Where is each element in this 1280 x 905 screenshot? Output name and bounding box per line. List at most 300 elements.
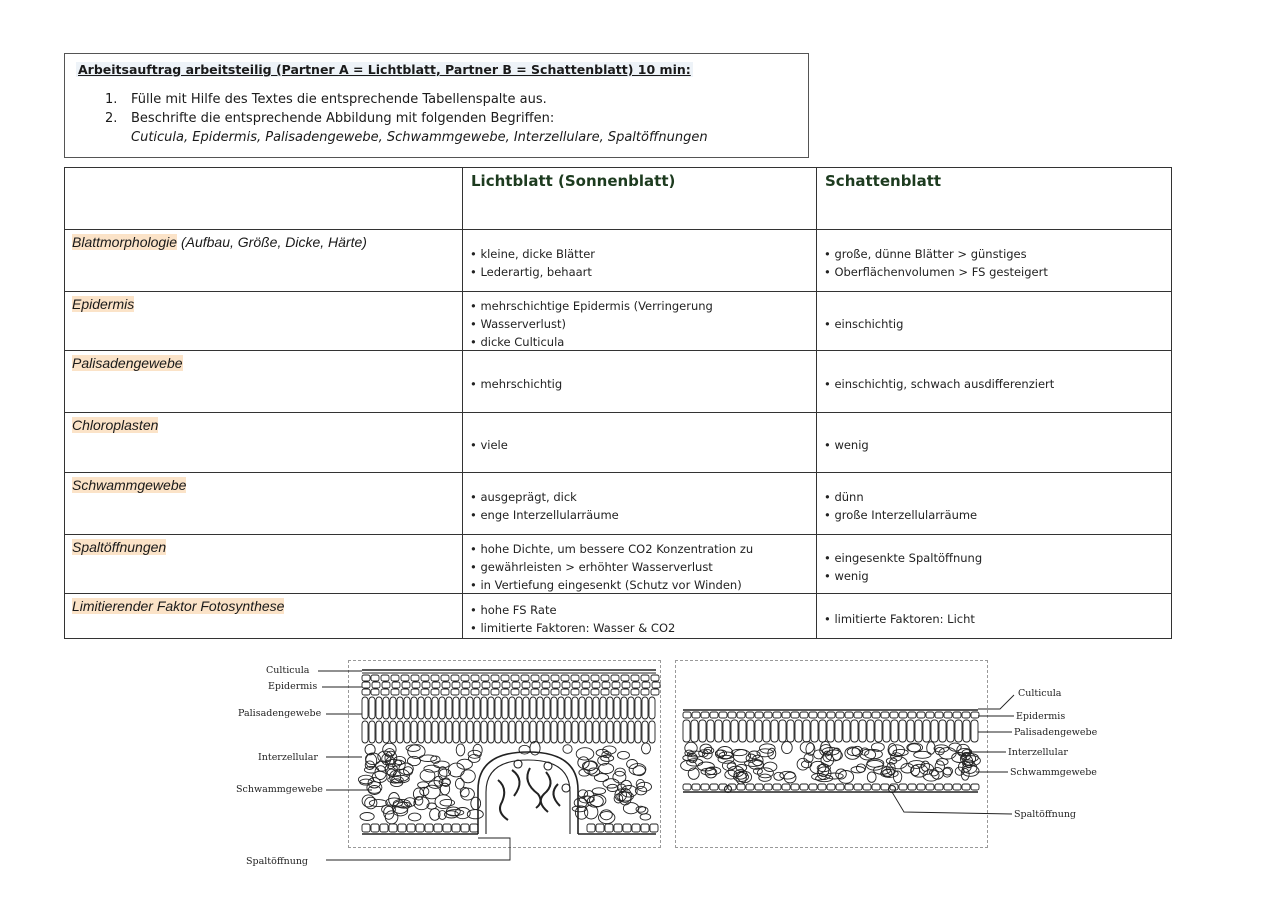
- sun-palisade-cell: [453, 697, 459, 719]
- sun-leaf-cell: [463, 230, 817, 292]
- shade-lower-epidermis-cell: [800, 784, 808, 790]
- shade-spongy-cell: [955, 767, 964, 775]
- shade-spongy-cell: [935, 747, 944, 754]
- sun-stoma-leader: [326, 838, 510, 860]
- sun-leaf-frame: [348, 660, 661, 848]
- sun-palisade-cell: [446, 721, 452, 743]
- note-line: • ausgeprägt, dick: [470, 488, 619, 506]
- note-line: • mehrschichtig: [470, 375, 562, 393]
- sun-spongy-cell: [588, 768, 600, 776]
- shade-lower-epidermis-cell: [971, 784, 979, 790]
- sun-palisade-cell: [383, 721, 389, 743]
- shade-lower-epidermis-cell: [845, 784, 853, 790]
- sun-spongy-cell: [365, 761, 374, 770]
- note-line: • dicke Culticula: [470, 333, 713, 351]
- sun-palisade-cell: [628, 721, 634, 743]
- row-label: Chloroplasten: [72, 417, 159, 433]
- shade-spongy-cell: [883, 769, 892, 777]
- sun-spongy-cell: [446, 807, 460, 816]
- sun-palisade-cell: [404, 697, 410, 719]
- sun-spongy-cell: [599, 763, 614, 773]
- shade-palisade-cell: [859, 720, 866, 742]
- sun-spongy-cell: [386, 757, 395, 769]
- sun-epidermis-cell: [452, 682, 460, 688]
- shade-palisade-cell: [763, 720, 770, 742]
- sun-lower-epidermis-cell: [389, 824, 397, 832]
- sun-epidermis-cell: [561, 675, 569, 681]
- sun-palisade-cell: [544, 721, 550, 743]
- sun-spongy-cell: [392, 775, 410, 783]
- shade-leaf-cell: [817, 351, 1172, 413]
- sun-epidermis-cell: [401, 689, 409, 695]
- shade-spongy-cell: [935, 761, 944, 772]
- shade-spongy-cell: [821, 754, 834, 767]
- sun-epidermis-cell: [382, 682, 390, 688]
- sun-epidermis-cell: [432, 682, 440, 688]
- sun-epidermis-cell: [402, 682, 410, 688]
- cell-notes: [824, 245, 1048, 281]
- sun-epidermis-cell: [401, 675, 409, 681]
- shade-lower-epidermis-cell: [809, 784, 817, 790]
- shade-spongy-cell: [861, 748, 869, 755]
- sun-spongy-cell: [615, 789, 627, 801]
- cell-notes: [824, 610, 975, 628]
- shade-spongy-cell: [832, 748, 841, 760]
- shade-spongy-cell: [760, 744, 776, 753]
- sun-epidermis-cell: [541, 675, 549, 681]
- sun-epidermis-cell: [591, 689, 599, 695]
- shade-spongy-cell: [725, 770, 737, 779]
- sun-spongy-cell: [592, 788, 605, 794]
- table-row: [65, 230, 1172, 292]
- sun-spongy-cell: [460, 787, 469, 797]
- sun-spongy-cell: [585, 805, 598, 819]
- sun-spongy-cell: [623, 803, 638, 814]
- note-line: • hohe Dichte, um bessere CO2 Konzentration zu: [470, 540, 753, 558]
- shade-palisade-cell: [843, 720, 850, 742]
- sun-palisade-cell: [579, 697, 585, 719]
- sun-epidermis-cell: [462, 682, 470, 688]
- sun-spongy-cell: [455, 808, 470, 819]
- note-line: • Oberflächenvolumen > FS gesteigert: [824, 263, 1048, 281]
- sun-spongy-cell: [434, 761, 449, 768]
- sun-spongy-cell: [618, 751, 630, 759]
- sun-lower-epidermis-cell: [434, 824, 442, 832]
- shade-spongy-cell: [886, 758, 897, 764]
- shade-spongy-cell: [683, 755, 698, 761]
- sun-epidermis-cell: [541, 689, 549, 695]
- shade-spongy-cell: [801, 761, 811, 768]
- sun-palisade-cell: [390, 721, 396, 743]
- shade-spongy-cell: [820, 745, 833, 756]
- sun-spongy-cell: [578, 757, 589, 769]
- shade-spongy-cell: [817, 767, 831, 780]
- sun-spongy-cell: [438, 767, 447, 780]
- cell-notes: [824, 436, 869, 454]
- shade-epidermis-cell: [791, 712, 799, 718]
- shade-palisade-cell: [755, 720, 762, 742]
- shade-spongy-cell: [960, 753, 975, 765]
- sun-spongy-cell: [366, 754, 377, 768]
- sun-epidermis-cell: [442, 682, 450, 688]
- note-line: • gewährleisten > erhöhter Wasserverlust: [470, 558, 753, 576]
- sun-palisade-cell: [516, 721, 522, 743]
- note-line: • kleine, dicke Blätter: [470, 245, 595, 263]
- table-row: [65, 473, 1172, 535]
- sun-spongy-cell: [590, 795, 606, 807]
- shade-epidermis-cell: [728, 712, 736, 718]
- shade-lower-epidermis-cell: [953, 784, 961, 790]
- shade-spongy-cell: [962, 753, 971, 760]
- sun-spongy-cell: [424, 765, 440, 772]
- table-row: [65, 594, 1172, 639]
- shade-palisade-cell: [875, 720, 882, 742]
- sun-lower-epidermis-cell: [452, 824, 460, 832]
- shade-leaf-frame: [675, 660, 988, 848]
- shade-lower-epidermis-cell: [692, 784, 700, 790]
- cell-notes: [824, 549, 982, 585]
- sun-label-intercellular: Interzellular: [258, 752, 318, 763]
- shade-epidermis-cell: [836, 712, 844, 718]
- sun-palisade-cell: [586, 721, 592, 743]
- sun-epidermis-cell: [591, 675, 599, 681]
- sun-palisade-cell: [362, 721, 368, 743]
- sun-stomatal-crypt-inner: [486, 760, 570, 834]
- task-list: [105, 90, 708, 147]
- note-line: • wenig: [824, 567, 982, 585]
- sun-spongy-cell: [383, 743, 396, 756]
- sun-palisade-cell: [418, 697, 424, 719]
- shade-palisade-cell: [715, 720, 722, 742]
- sun-epidermis-cell: [521, 689, 529, 695]
- sun-palisade-cell: [530, 721, 536, 743]
- sun-lower-epidermis-cell: [596, 824, 604, 832]
- shade-spongy-cell: [728, 766, 744, 777]
- sun-spongy-cell: [636, 806, 646, 812]
- sun-spongy-cell: [366, 753, 381, 765]
- sun-palisade-cell: [614, 697, 620, 719]
- shade-palisade-cell: [707, 720, 714, 742]
- shade-spongy-cell: [701, 768, 716, 775]
- shade-label-leader: [892, 792, 1012, 814]
- sun-spongy-cell: [576, 748, 594, 760]
- shade-spongy-cell: [733, 750, 750, 763]
- sun-spongy-cell: [582, 761, 596, 770]
- sun-spongy-cell: [414, 797, 429, 810]
- sun-epidermis-cell: [481, 689, 489, 695]
- note-line: • große Interzellularräume: [824, 506, 977, 524]
- shade-palisade-cell: [923, 720, 930, 742]
- sun-trichome: [527, 768, 540, 808]
- sun-spongy-cell: [615, 768, 625, 776]
- sun-epidermis-cell: [571, 675, 579, 681]
- shade-stoma-guard-cell: [889, 786, 896, 793]
- note-line: • Lederartig, behaart: [470, 263, 595, 281]
- sun-palisade-cell: [369, 721, 375, 743]
- sun-lower-epidermis-cell: [614, 824, 622, 832]
- sun-palisade-cell: [600, 697, 606, 719]
- task-terms: Cuticula, Epidermis, Palisadengewebe, Schwammgewebe, Interzellulare, Spaltöffnungen: [131, 130, 708, 145]
- sun-spongy-cell: [358, 775, 373, 784]
- shade-spongy-cell: [814, 750, 824, 759]
- sun-epidermis-cell: [621, 689, 629, 695]
- sun-spongy-cell: [596, 749, 608, 756]
- shade-spongy-cell: [705, 767, 720, 775]
- shade-spongy-cell: [715, 750, 726, 756]
- shade-spongy-cell: [888, 744, 897, 756]
- sun-spongy-cell: [388, 776, 404, 783]
- cell-notes: [470, 488, 619, 524]
- sun-spongy-cell: [579, 796, 594, 803]
- sun-spongy-cell: [607, 784, 618, 791]
- shade-lower-epidermis-cell: [926, 784, 934, 790]
- shade-palisade-cell: [939, 720, 946, 742]
- shade-spongy-cell: [923, 770, 939, 781]
- shade-spongy-cell: [860, 749, 876, 760]
- shade-lower-epidermis-cell: [710, 784, 718, 790]
- sun-label-epidermis: Epidermis: [268, 681, 318, 692]
- task-box: [64, 53, 809, 158]
- sun-palisade-cell: [418, 721, 424, 743]
- shade-palisade-cell: [691, 720, 698, 742]
- sun-palisade-cell: [635, 697, 641, 719]
- sun-spongy-cell: [619, 789, 632, 803]
- shade-spongy-cell: [752, 755, 763, 765]
- sun-spongy-cell: [382, 754, 391, 765]
- row-label: Blattmorphologie (Aufbau, Größe, Dicke, Härte): [72, 234, 367, 250]
- shade-spongy-cell: [806, 743, 815, 755]
- sun-palisade-cell: [509, 697, 515, 719]
- sun-epidermis-cell: [421, 689, 429, 695]
- sun-spongy-cell: [468, 754, 480, 762]
- shade-spongy-cell: [893, 749, 908, 755]
- shade-palisade-cell: [779, 720, 786, 742]
- sun-spongy-cell: [438, 811, 446, 820]
- sun-epidermis-cell: [362, 682, 370, 688]
- sun-epidermis-cell: [431, 675, 439, 681]
- sun-palisade-cell: [544, 697, 550, 719]
- sun-spongy-cell: [621, 780, 631, 790]
- shade-epidermis-cell: [737, 712, 745, 718]
- sun-spongy-cell: [431, 756, 440, 763]
- sun-spongy-cell: [369, 800, 387, 807]
- shade-spongy-cell: [908, 761, 925, 769]
- shade-spongy-cell: [698, 762, 715, 771]
- shade-spongy-cell: [817, 764, 830, 771]
- shade-palisade-cell: [971, 720, 978, 742]
- shade-spongy-cell: [934, 745, 949, 752]
- sun-spongy-cell: [385, 751, 397, 764]
- shade-lower-epidermis-cell: [728, 784, 736, 790]
- shade-spongy-cell: [872, 743, 885, 752]
- sun-spongy-cell: [413, 788, 423, 800]
- sun-spongy-cell: [636, 779, 644, 788]
- shade-spongy-cell: [734, 772, 749, 781]
- row-label-cell: [65, 473, 463, 535]
- sun-spongy-cell: [448, 763, 464, 777]
- row-label-cell: [65, 351, 463, 413]
- sun-palisade-cell: [481, 697, 487, 719]
- shade-palisade-cell: [899, 720, 906, 742]
- shade-epidermis-cell: [935, 712, 943, 718]
- shade-spongy-cell: [911, 765, 919, 775]
- shade-leaf-cell: [817, 413, 1172, 473]
- shade-palisade-cell: [907, 720, 914, 742]
- shade-spongy-cell: [889, 745, 905, 756]
- sun-palisade-cell: [397, 697, 403, 719]
- shade-leaf-cell: [817, 594, 1172, 639]
- shade-spongy-cell: [887, 763, 896, 775]
- sun-epidermis-cell: [582, 682, 590, 688]
- shade-spongy-cell: [943, 767, 952, 775]
- sun-spongy-cell: [360, 813, 374, 821]
- sun-epidermis-cell: [471, 689, 479, 695]
- sun-spongy-cell: [519, 745, 530, 754]
- sun-epidermis-cell: [372, 682, 380, 688]
- shade-lower-epidermis-cell: [683, 784, 691, 790]
- sun-epidermis-cell: [551, 689, 559, 695]
- shade-spongy-cell: [836, 769, 847, 779]
- sun-palisade-cell: [649, 721, 655, 743]
- note-line: • dünn: [824, 488, 977, 506]
- shade-label-leader: [978, 695, 1014, 709]
- shade-lower-epidermis-cell: [944, 784, 952, 790]
- shade-spongy-cell: [937, 759, 949, 766]
- sun-lower-epidermis-cell: [623, 824, 631, 832]
- shade-spongy-cell: [961, 768, 969, 780]
- sun-palisade-cell: [586, 697, 592, 719]
- shade-spongy-cell: [919, 764, 933, 775]
- note-line: • limitierte Faktoren: Licht: [824, 610, 975, 628]
- shade-lower-epidermis-cell: [701, 784, 709, 790]
- sun-spongy-cell: [461, 788, 475, 800]
- shade-spongy-cell: [800, 742, 814, 754]
- shade-spongy-cell: [797, 758, 809, 770]
- shade-lower-epidermis-cell: [899, 784, 907, 790]
- sun-spongy-cell: [635, 786, 646, 795]
- shade-epidermis-cell: [872, 712, 880, 718]
- sun-spongy-cell: [393, 806, 408, 816]
- sun-epidermis-cell: [422, 682, 430, 688]
- shade-spongy-cell: [957, 744, 970, 756]
- sun-spongy-cell: [393, 799, 410, 807]
- sun-spongy-cell: [430, 809, 440, 821]
- sun-palisade-cell: [488, 697, 494, 719]
- sun-palisade-cell: [453, 721, 459, 743]
- row-label: Epidermis: [72, 296, 135, 312]
- table-row: [65, 413, 1172, 473]
- sun-epidermis-cell: [581, 675, 589, 681]
- sun-spongy-cell: [575, 806, 587, 819]
- sun-palisade-cell: [523, 697, 529, 719]
- shade-spongy-cell: [838, 771, 853, 784]
- sun-epidermis-cell: [362, 689, 370, 695]
- sun-palisade-cell: [369, 697, 375, 719]
- shade-spongy-cell: [705, 768, 717, 778]
- sun-spongy-cell: [384, 806, 394, 819]
- shade-spongy-cell: [818, 764, 829, 777]
- sun-palisade-cell: [439, 697, 445, 719]
- shade-spongy-cell: [722, 761, 735, 771]
- sun-epidermis-cell: [531, 689, 539, 695]
- sun-epidermis-cell: [421, 675, 429, 681]
- sun-spongy-cell: [439, 779, 450, 786]
- sun-palisade-cell: [558, 697, 564, 719]
- sun-spongy-cell: [578, 790, 587, 798]
- shade-palisade-cell: [947, 720, 954, 742]
- header-sun-leaf: Lichtblatt (Sonnenblatt): [463, 168, 817, 230]
- sun-spongy-cell: [613, 771, 626, 783]
- shade-label-stoma: Spaltöffnung: [1014, 809, 1077, 820]
- sun-label-stoma: Spaltöffnung: [246, 856, 309, 867]
- sun-spongy-cell: [467, 810, 483, 819]
- shade-leaf-cell: [817, 292, 1172, 351]
- sun-spongy-cell: [627, 760, 638, 769]
- sun-palisade-cell: [537, 697, 543, 719]
- sun-spongy-cell: [598, 756, 609, 765]
- sun-palisade-cell: [390, 697, 396, 719]
- sun-palisade-cell: [495, 721, 501, 743]
- sun-spongy-cell: [617, 792, 634, 801]
- sun-spongy-cell: [365, 797, 377, 809]
- shade-lower-epidermis-cell: [737, 784, 745, 790]
- shade-epidermis-cell: [827, 712, 835, 718]
- sun-palisade-cell: [635, 721, 641, 743]
- sun-spongy-cell: [471, 797, 481, 809]
- shade-spongy-cell: [759, 774, 771, 781]
- note-line: • limitierte Faktoren: Wasser & CO2: [470, 619, 675, 637]
- shade-spongy-cell: [867, 759, 884, 767]
- sun-spongy-cell: [386, 798, 403, 807]
- shade-spongy-cell: [738, 771, 752, 782]
- sun-epidermis-cell: [602, 682, 610, 688]
- shade-epidermis-cell: [845, 712, 853, 718]
- task-title: Arbeitsauftrag arbeitsteilig (Partner A = Lichtblatt, Partner B = Schattenblatt) 10 min:: [78, 62, 691, 77]
- shade-epidermis-cell: [890, 712, 898, 718]
- note-line: • wenig: [824, 436, 869, 454]
- sun-spongy-cell: [444, 811, 458, 818]
- sun-palisade-cell: [642, 721, 648, 743]
- shade-palisade-cell: [931, 720, 938, 742]
- sun-epidermis-cell: [562, 682, 570, 688]
- sun-palisade-cell: [474, 697, 480, 719]
- sun-palisade-cell: [411, 721, 417, 743]
- sun-epidermis-cell: [482, 682, 490, 688]
- sun-epidermis-cell: [532, 682, 540, 688]
- shade-epidermis-cell: [719, 712, 727, 718]
- shade-epidermis-cell: [917, 712, 925, 718]
- sun-spongy-cell: [365, 744, 375, 755]
- shade-spongy-cell: [961, 753, 978, 762]
- sun-spongy-cell: [456, 744, 465, 756]
- sun-stoma-guard-cell: [514, 760, 522, 768]
- shade-epidermis-cell: [953, 712, 961, 718]
- cell-notes: [824, 315, 903, 333]
- shade-spongy-cell: [784, 772, 796, 783]
- note-line: • einschichtig, schwach ausdifferenziert: [824, 375, 1054, 393]
- shade-spongy-cell: [881, 770, 899, 778]
- sun-epidermis-cell: [451, 689, 459, 695]
- sun-palisade-cell: [607, 721, 613, 743]
- shade-palisade-cell: [883, 720, 890, 742]
- sun-palisade-cell: [488, 721, 494, 743]
- row-label-cell: [65, 594, 463, 639]
- shade-spongy-cell: [958, 748, 972, 755]
- shade-lower-epidermis-cell: [854, 784, 862, 790]
- note-line: • mehrschichtige Epidermis (Verringerung: [470, 297, 713, 315]
- shade-lower-epidermis-cell: [881, 784, 889, 790]
- shade-label-spongy: Schwammgewebe: [1010, 767, 1097, 778]
